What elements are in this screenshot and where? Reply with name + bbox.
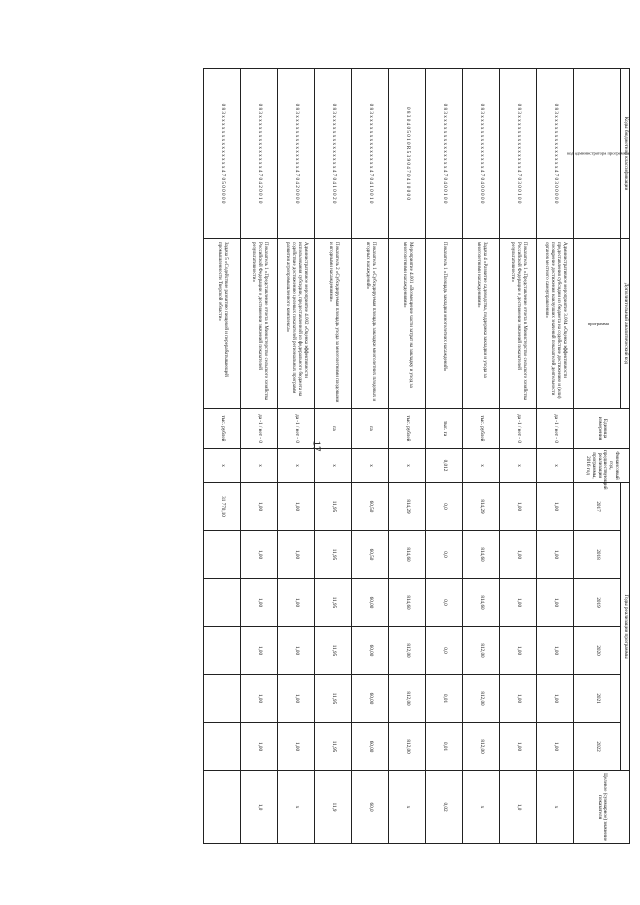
row-code: 0 8 3 x x x x x x x x x x x x x x 4 7 0 4 0 0 1 0 0	[426, 69, 463, 239]
row-code: 0 8 3 x x x x x x x x x x x x x x 4 7 0 3 0 0 1 0 0	[500, 69, 537, 239]
row-name: Административное мероприятие 4.002 «Оценка эффективности использования субсидии, предоставленной из федерального бюджета на содействие достижению целевых показателей региональных программ развития агропромышленного комплекса»	[278, 239, 315, 409]
row-value: 814,29	[389, 483, 426, 531]
row-unit: га	[352, 409, 389, 449]
row-value	[204, 579, 241, 627]
row-value: 1,00	[537, 627, 574, 675]
row-value: 60,00	[352, 627, 389, 675]
row-value: 814,60	[389, 579, 426, 627]
row-value: 812,00	[463, 627, 500, 675]
row-value: 1,00	[500, 483, 537, 531]
unit-header: Единица измерения	[574, 409, 630, 449]
row-value: 812,00	[389, 723, 426, 771]
row-value: 11,95	[315, 675, 352, 723]
row-value: 1,00	[241, 483, 278, 531]
row-name: Мероприятие 4.001 «Возмещение части затрат на закладку и уход за многолетними насаждениями»	[389, 239, 426, 409]
row-code: 0 8 3 0 4 0 5 0 1 0 R 5 3 9 0 4 7 0 4 1 0 0 0 0	[389, 69, 426, 239]
year-2021: 2021	[574, 675, 621, 723]
row-value: 1,00	[537, 579, 574, 627]
row-value: 0,0	[426, 579, 463, 627]
budget-codes-header: Коды бюджетной классификации	[621, 69, 630, 239]
row-value: 60,00	[352, 723, 389, 771]
row-fin-year: x	[204, 449, 241, 483]
row-value: 1,00	[278, 579, 315, 627]
row-value: x	[278, 771, 315, 844]
row-value: 31 770,10	[204, 483, 241, 531]
target-header: Целевое (суммарное) значение показателя	[574, 771, 630, 844]
page-number: 17	[310, 440, 323, 452]
program-table-sheet	[70, 68, 630, 843]
row-code: 0 8 3 x x x x x x x x x x x x x x 4 7 0 4 0 0 0 0 0	[463, 69, 500, 239]
year-2022: 2022	[574, 723, 621, 771]
table-row	[537, 69, 574, 844]
row-value: 11,95	[315, 723, 352, 771]
row-name: Показатель 1 «Представление отчета в Министерство сельского хозяйства Российской Федерации о достижении значений показателей результативности»	[241, 239, 278, 409]
row-value: 11,95	[315, 531, 352, 579]
row-unit: тыс. рублей	[204, 409, 241, 449]
row-name: Показатель 1 «Представление отчета в Министерство сельского хозяйства Российской Федерации о достижении значений показателей результативности»	[500, 239, 537, 409]
row-unit: да -1 / нет - 0	[537, 409, 574, 449]
row-name: Задача 4 «Развитие садоводства, поддержка закладки и ухода за многолетними насаждениями»	[463, 239, 500, 409]
row-name: Показатель 2 «Субсидируемая площадь ухода за многолетними плодовыми и ягодными насаждениями»	[315, 239, 352, 409]
row-unit: да -1 / нет - 0	[500, 409, 537, 449]
table-body	[204, 69, 574, 844]
row-value	[204, 771, 241, 844]
year-2018: 2018	[574, 531, 621, 579]
row-value: 1,00	[500, 723, 537, 771]
row-value: 0,0	[426, 627, 463, 675]
row-value: 1,0	[500, 771, 537, 844]
row-unit: да -1 / нет - 0	[241, 409, 278, 449]
row-code: 0 8 3 x x x x x x x x x x x x x x 4 7 0 4 1 0 0 2 0	[315, 69, 352, 239]
row-value: 11,9	[315, 771, 352, 844]
year-2017: 2017	[574, 483, 621, 531]
row-value: 60,0	[352, 771, 389, 844]
row-value: 1,00	[537, 483, 574, 531]
row-value: 814,29	[463, 483, 500, 531]
table-row	[352, 69, 389, 844]
row-value: 11,95	[315, 627, 352, 675]
fin-year-header: Финансовый год, предшествующий реализации программы, 2016 год	[574, 449, 630, 483]
row-code: 0 8 3 x x x x x x x x x x x x x x 4 7 0 4 2 0 0 0 0	[278, 69, 315, 239]
row-value: 1,00	[278, 483, 315, 531]
table-row	[315, 69, 352, 844]
program-indicators-table	[203, 68, 630, 844]
row-fin-year: x	[500, 449, 537, 483]
row-value: 0,0	[426, 531, 463, 579]
row-code: 0 8 3 x x x x x x x x x x x x x x 4 7 0 4 2 0 0 1 0	[241, 69, 278, 239]
row-value: x	[463, 771, 500, 844]
row-unit: тыс. га	[426, 409, 463, 449]
row-value: 812,00	[389, 627, 426, 675]
row-value: 60,00	[352, 579, 389, 627]
table-row	[500, 69, 537, 844]
row-value: 1,00	[500, 531, 537, 579]
table-row	[426, 69, 463, 844]
row-fin-year: x	[315, 449, 352, 483]
row-fin-year: x	[352, 449, 389, 483]
row-value: x	[537, 771, 574, 844]
row-fin-year: x	[278, 449, 315, 483]
row-fin-year: x	[537, 449, 574, 483]
row-value	[204, 531, 241, 579]
row-unit: тыс. рублей	[389, 409, 426, 449]
row-value: 1,00	[500, 627, 537, 675]
table-row	[463, 69, 500, 844]
table-row	[278, 69, 315, 844]
row-value: 1,00	[500, 579, 537, 627]
row-value: 1,00	[278, 723, 315, 771]
row-value	[204, 627, 241, 675]
row-fin-year: x	[463, 449, 500, 483]
row-value: 1,00	[241, 723, 278, 771]
row-fin-year: x	[241, 449, 278, 483]
table-row	[389, 69, 426, 844]
row-value: 0,0	[426, 483, 463, 531]
row-value: 1,00	[278, 627, 315, 675]
row-code: 0 8 3 x x x x x x x x x x x x x x 4 7 0 4 1 0 0 1 0	[352, 69, 389, 239]
row-value: 1,00	[537, 675, 574, 723]
row-value: 60,50	[352, 483, 389, 531]
table-row	[204, 69, 241, 844]
row-value: 812,00	[463, 675, 500, 723]
year-2019: 2019	[574, 579, 621, 627]
row-value	[204, 723, 241, 771]
year-2020: 2020	[574, 627, 621, 675]
row-unit: га	[315, 409, 352, 449]
row-value: 11,95	[315, 579, 352, 627]
row-value: 1,00	[278, 531, 315, 579]
row-value: 814,60	[463, 579, 500, 627]
row-value: 60,50	[352, 531, 389, 579]
row-fin-year: x	[389, 449, 426, 483]
row-unit: тыс. рублей	[463, 409, 500, 449]
row-value: 814,60	[463, 531, 500, 579]
additional-code-header: Дополнительный аналитический код	[621, 239, 630, 409]
row-value: 1,00	[278, 675, 315, 723]
row-name: Показатель 1 «Субсидируемая площадь закладки многолетних плодовых и ягодных насаждений»	[352, 239, 389, 409]
row-value: 812,00	[463, 723, 500, 771]
row-value: 1,0	[241, 771, 278, 844]
row-value: 60,00	[352, 675, 389, 723]
row-value: 1,00	[537, 723, 574, 771]
row-value: 1,00	[241, 627, 278, 675]
row-value: 1,00	[241, 579, 278, 627]
table-row	[241, 69, 278, 844]
years-header: Годы реализации программы	[621, 483, 630, 771]
row-value: 1,00	[537, 531, 574, 579]
add-col-program: программа	[587, 320, 609, 326]
add-subcols	[574, 239, 621, 409]
row-value: 814,60	[389, 531, 426, 579]
row-name: Задача 5 «Содействие развитию пищевой и перерабатывающей промышленности Тверской области»	[204, 239, 241, 409]
row-name: Административное мероприятие 3.004 «Оценка эффективности предоставления субсидии из бюджета на содействие достижению и (или) поощрение достижения наилучших значений показателей деятельности органов местного самоуправления»	[537, 239, 574, 409]
row-value: 0,01	[426, 723, 463, 771]
row-value: x	[389, 771, 426, 844]
row-value	[204, 675, 241, 723]
row-value: 0,02	[426, 771, 463, 844]
row-value: 11,95	[315, 483, 352, 531]
row-value: 812,00	[389, 675, 426, 723]
row-code: 0 8 3 x x x x x x x x x x x x x x 4 7 0 3 0 0 0 0 0	[537, 69, 574, 239]
row-name: Показатель 1 «Площадь закладки многолетних насаждений»	[426, 239, 463, 409]
row-code: 0 8 3 x x x x x x x x x x x x x x 4 7 0 5 0 0 0 0 0	[204, 69, 241, 239]
budget-col-admin: код администратора программы	[566, 150, 630, 156]
row-value: 1,00	[241, 531, 278, 579]
row-value: 1,00	[500, 675, 537, 723]
row-fin-year: 0,012	[426, 449, 463, 483]
row-value: 0,01	[426, 675, 463, 723]
row-value: 1,00	[241, 675, 278, 723]
row-unit: да -1 / нет - 0	[278, 409, 315, 449]
